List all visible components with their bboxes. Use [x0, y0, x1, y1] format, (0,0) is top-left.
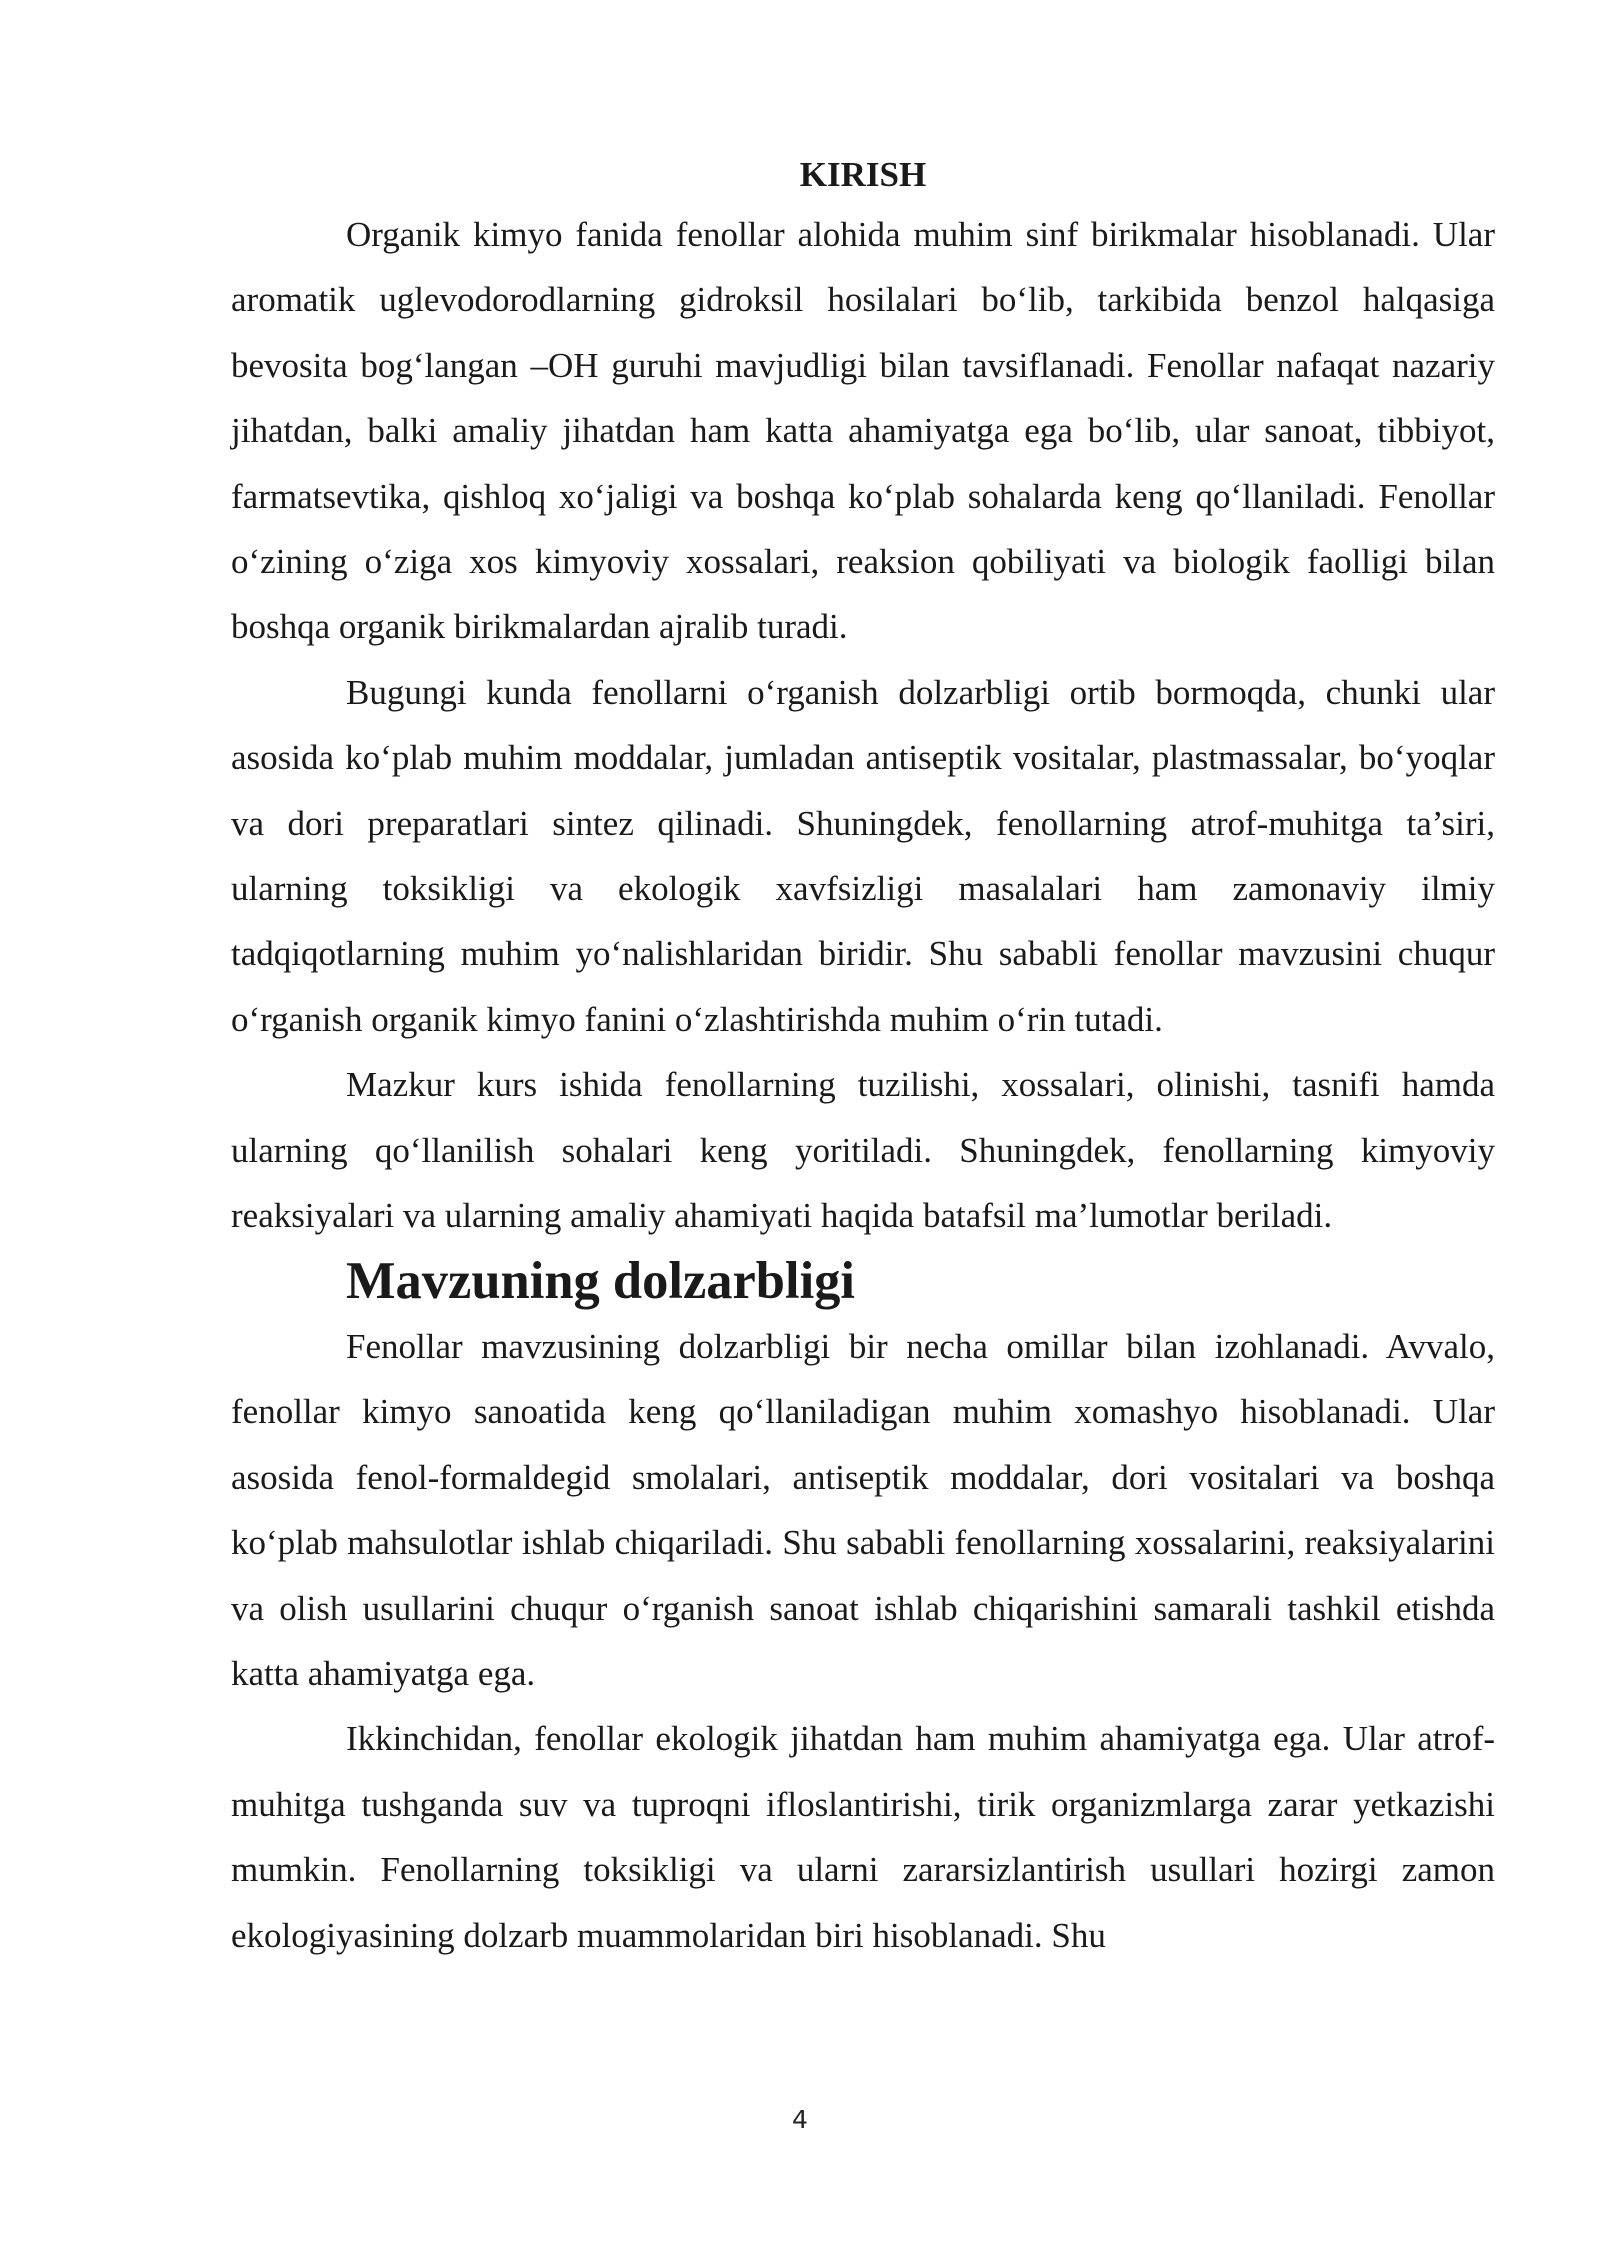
page-body: [231, 148, 1495, 1968]
page-number: 4: [792, 2105, 808, 2134]
relevance-paragraph-2: Ikkinchidan, fenollar ekologik jihatdan ham muhim ahamiyatga ega. Ular atrof-muhitga tushganda suv va tuproqni ifloslantirishi, tirik organizmlarga zarar yetkazishi mumkin. Fenollarning toksikligi va ularni zararsizlantirish usullari hozirgi zamon ekologiyasining dolzarb muammolaridan biri hisoblanadi. Shu: [231, 1719, 1495, 1955]
intro-paragraph-1: Organik kimyo fanida fenollar alohida muhim sinf birikmalar hisoblanadi. Ular aromatik uglevodorodlarning gidroksil hosilalari bo‘lib, tarkibida benzol halqasiga bevosita bog‘langan –OH guruhi mavjudligi bilan tavsiflanadi. Fenollar nafaqat nazariy jihatdan, balki amaliy jihatdan ham katta ahamiyatga ega bo‘lib, ular sanoat, tibbiyot, farmatsevtika, qishloq xo‘jaligi va boshqa ko‘plab sohalarda keng qo‘llaniladi. Fenollar o‘zining o‘ziga xos kimyoviy xossalari, reaksion qobiliyati va biologik faolligi bilan boshqa organik birikmalardan ajralib turadi.: [231, 215, 1495, 647]
subsection-heading: Mavzuning dolzarbligi: [346, 1251, 856, 1310]
intro-paragraph-3: Mazkur kurs ishida fenollarning tuzilishi, xossalari, olinishi, tasnifi hamda ularning qo‘llanilish sohalari keng yoritiladi. Shuningdek, fenollarning kimyoviy reaksiyalari va ularning amaliy ahamiyati haqida batafsil ma’lumotlar beriladi.: [231, 1065, 1495, 1236]
intro-paragraph-2: Bugungi kunda fenollarni o‘rganish dolzarbligi ortib bormoqda, chunki ular asosida ko‘plab muhim moddalar, jumladan antiseptik vositalar, plastmassalar, bo‘yoqlar va dori preparatlari sintez qilinadi. Shuningdek, fenollarning atrof-muhitga ta’siri, ularning toksikligi va ekologik xavfsizligi masalalari ham zamonaviy ilmiy tadqiqotlarning muhim yo‘nalishlaridan biridir. Shu sababli fenollar mavzusini chuqur o‘rganish organik kimyo fanini o‘zlashtirishda muhim o‘rin tutadi.: [231, 672, 1495, 1039]
relevance-paragraph-1: Fenollar mavzusining dolzarbligi bir necha omillar bilan izohlanadi. Avvalo, fenollar kimyo sanoatida keng qo‘llaniladigan muhim xomashyo hisoblanadi. Ular asosida fenol-formaldegid smolalari, antiseptik moddalar, dori vositalari va boshqa ko‘plab mahsulotlar ishlab chiqariladi. Shu sababli fenollarning xossalarini, reaksiyalarini va olish usullarini chuqur o‘rganish sanoat ishlab chiqarishini samarali tashkil etishda katta ahamiyatga ega.: [231, 1326, 1495, 1693]
section-heading: KIRISH: [799, 155, 927, 194]
